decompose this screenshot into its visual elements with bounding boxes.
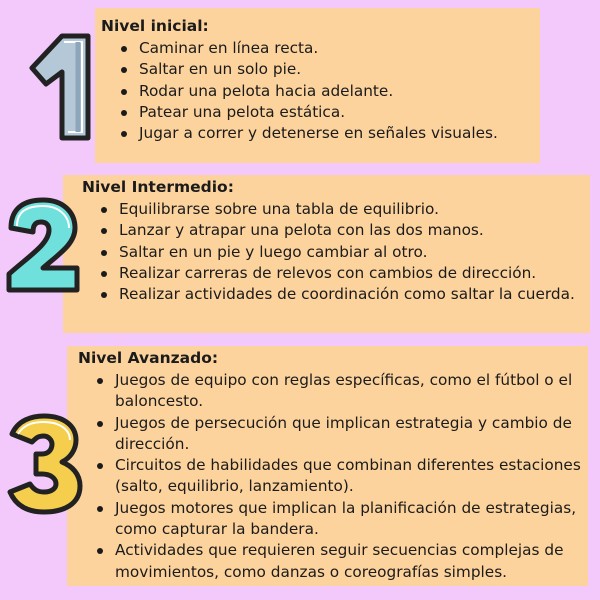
list-item: Circuitos de habilidades que combinan diferentes estaciones (salto, equilibrio, lanzamiento). [94, 455, 584, 498]
list-item: Saltar en un solo pie. [118, 59, 538, 80]
list-item: Patear una pelota estática. [118, 102, 538, 123]
level-1-title: Nivel inicial: [101, 17, 209, 35]
number-two-icon [3, 196, 83, 296]
level-2-list [98, 199, 583, 305]
number-one-icon [26, 32, 96, 144]
level-1-list [118, 38, 538, 144]
list-item: Realizar carreras de relevos con cambios de dirección. [98, 263, 583, 284]
level-3-title: Nivel Avanzado: [78, 349, 219, 367]
list-item: Actividades que requieren seguir secuencias complejas de movimientos, como danzas o coreografías simples. [94, 540, 584, 583]
list-item: Caminar en línea recta. [118, 38, 538, 59]
list-item: Juegos motores que implican la planificación de estrategias, como capturar la bandera. [94, 498, 584, 541]
list-item: Juegos de persecución que implican estrategia y cambio de dirección. [94, 413, 584, 456]
list-item: Saltar en un pie y luego cambiar al otro. [98, 242, 583, 263]
list-item: Lanzar y atrapar una pelota con las dos manos. [98, 220, 583, 241]
list-item: Equilibrarse sobre una tabla de equilibrio. [98, 199, 583, 220]
list-item: Rodar una pelota hacia adelante. [118, 81, 538, 102]
number-three-icon [4, 412, 84, 516]
list-item: Jugar a correr y detenerse en señales visuales. [118, 123, 538, 144]
list-item: Realizar actividades de coordinación como saltar la cuerda. [98, 284, 583, 305]
level-2-title: Nivel Intermedio: [82, 178, 234, 196]
level-3-list [94, 370, 584, 583]
list-item: Juegos de equipo con reglas específicas, como el fútbol o el baloncesto. [94, 370, 584, 413]
